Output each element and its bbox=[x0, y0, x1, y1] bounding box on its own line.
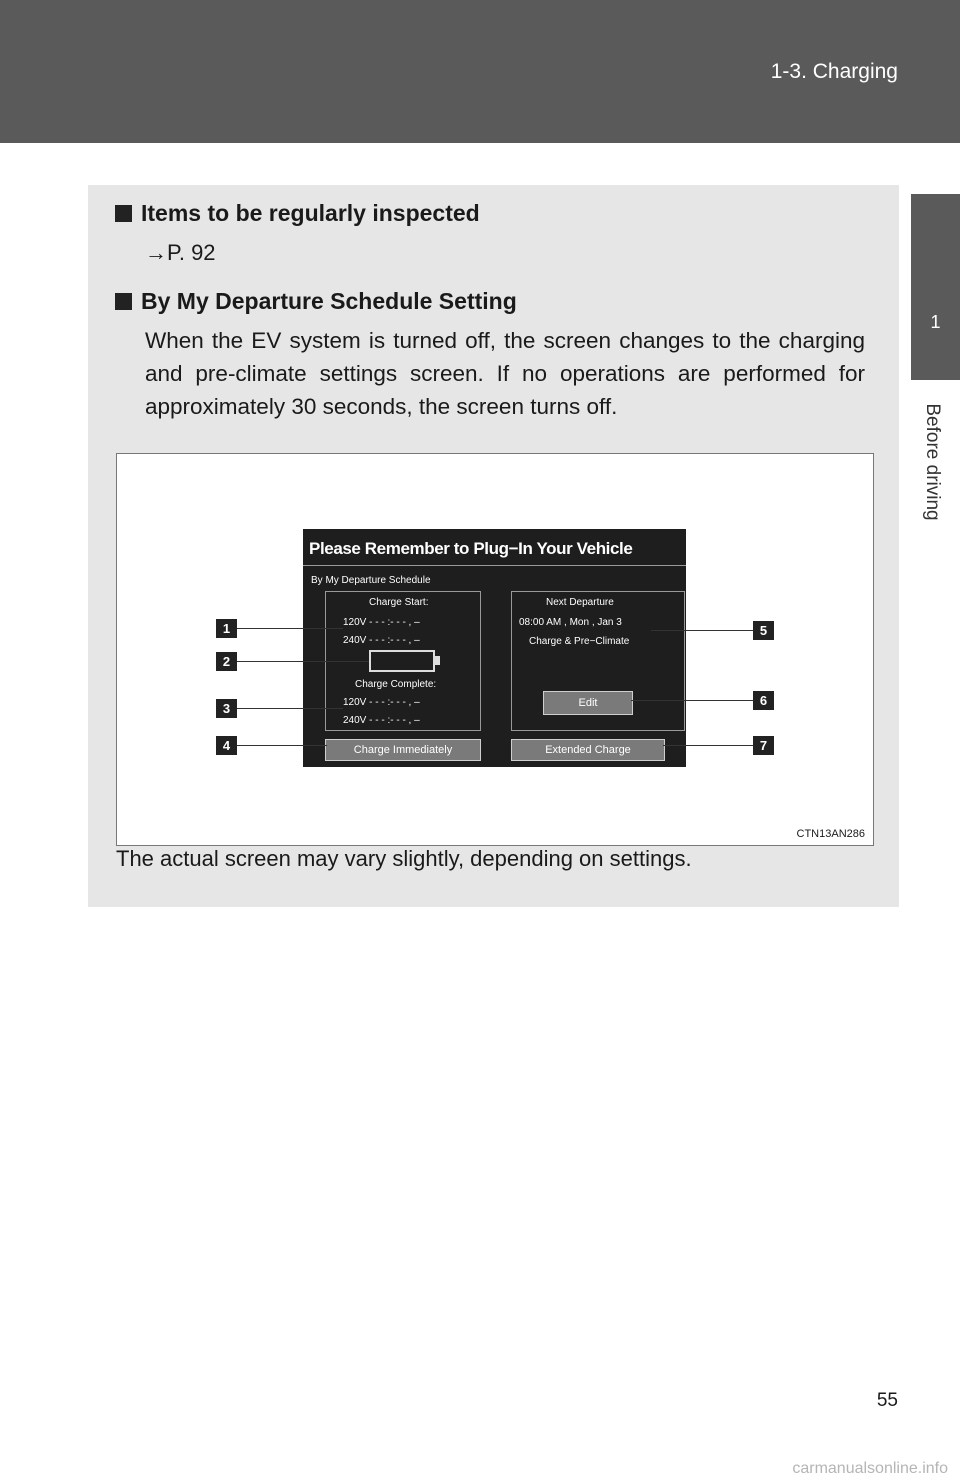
title-divider bbox=[303, 565, 686, 566]
heading-items-inspected: Items to be regularly inspected bbox=[115, 200, 480, 227]
charge-complete-label: Charge Complete: bbox=[355, 679, 437, 690]
charge-complete-240v: 240V - - - :- - - , – bbox=[343, 715, 420, 726]
leader-line-3 bbox=[237, 708, 343, 709]
watermark[interactable]: carmanualsonline.info bbox=[792, 1460, 948, 1477]
charge-start-240v: 240V - - - :- - - , – bbox=[343, 635, 420, 646]
callout-1: 1 bbox=[216, 619, 237, 638]
leader-line-6 bbox=[631, 700, 753, 701]
screen-subtitle: By My Departure Schedule bbox=[311, 575, 431, 586]
figure-caption: The actual screen may vary slightly, depending on settings. bbox=[116, 846, 692, 871]
departure-time: 08:00 AM , Mon , Jan 3 bbox=[519, 617, 622, 628]
charge-complete-120v: 120V - - - :- - - , – bbox=[343, 697, 420, 708]
callout-3: 3 bbox=[216, 699, 237, 718]
chapter-tab bbox=[911, 194, 960, 380]
callout-7: 7 bbox=[753, 736, 774, 755]
next-departure-label: Next Departure bbox=[546, 597, 614, 608]
chapter-number: 1 bbox=[930, 312, 941, 332]
heading-departure-schedule: By My Departure Schedule Setting bbox=[115, 288, 517, 315]
page-header bbox=[0, 0, 960, 143]
charging-screen bbox=[303, 529, 686, 767]
screen-title: Please Remember to Plug−In Your Vehicle bbox=[309, 539, 633, 558]
figure-code: CTN13AN286 bbox=[796, 828, 865, 840]
callout-5: 5 bbox=[753, 621, 774, 640]
extended-charge-button[interactable]: Extended Charge bbox=[511, 739, 665, 761]
chapter-label: Before driving bbox=[922, 403, 943, 521]
square-bullet-icon bbox=[115, 293, 132, 310]
leader-line-1 bbox=[237, 628, 343, 629]
page-number: 55 bbox=[876, 1390, 898, 1411]
callout-2: 2 bbox=[216, 652, 237, 671]
leader-line-5 bbox=[651, 630, 753, 631]
leader-line-7 bbox=[663, 745, 753, 746]
battery-tip-icon bbox=[435, 656, 440, 665]
section-title: 1-3. Charging bbox=[770, 60, 898, 83]
departure-mode: Charge & Pre−Climate bbox=[529, 636, 630, 647]
charge-immediately-button[interactable]: Charge Immediately bbox=[325, 739, 481, 761]
callout-4: 4 bbox=[216, 736, 237, 755]
leader-line-4 bbox=[237, 745, 327, 746]
battery-icon bbox=[369, 650, 435, 672]
page-reference: →P. 92 bbox=[145, 240, 216, 265]
body-paragraph: When the EV system is turned off, the screen changes to the charging and pre-climate settings screen. If no operations are performed for approximately 30 seconds, the screen turns off. bbox=[145, 328, 865, 419]
screen-figure bbox=[116, 453, 874, 846]
square-bullet-icon bbox=[115, 205, 132, 222]
leader-line-2 bbox=[237, 661, 369, 662]
charge-start-120v: 120V - - - :- - - , – bbox=[343, 617, 420, 628]
edit-button[interactable]: Edit bbox=[543, 691, 633, 715]
charge-start-label: Charge Start: bbox=[369, 597, 429, 608]
callout-6: 6 bbox=[753, 691, 774, 710]
